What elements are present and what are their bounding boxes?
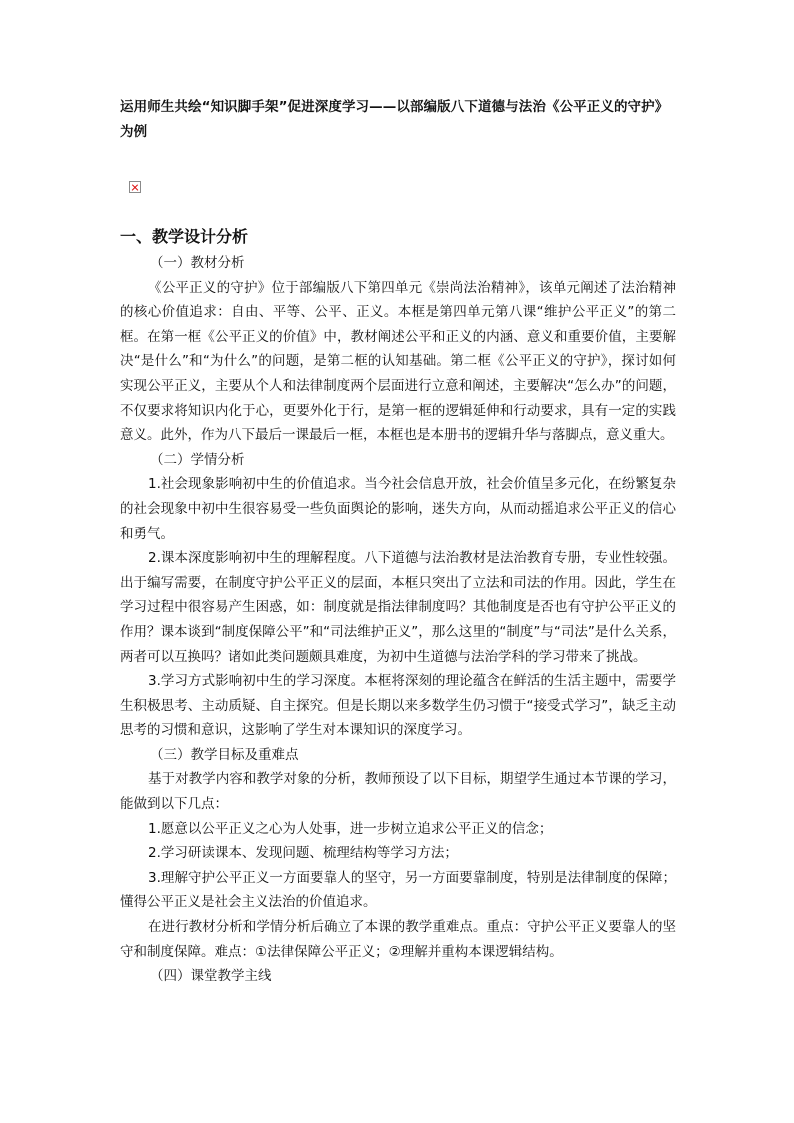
section-heading: 一、教学设计分析 <box>120 227 249 246</box>
subheading-main-line: （四）课堂教学主线 <box>150 968 272 985</box>
paragraph-goals-intro: 基于对教学内容和教学对象的分析，教师预设了以下目标，期望学生通过本节课的学习，能做到以下几点： <box>120 771 676 813</box>
paragraph-student-analysis-1: 1.社会现象影响初中生的价值追求。当今社会信息开放，社会价值呈多元化，在纷繁复杂的社会现象中初中生很容易受一些负面舆论的影响，迷失方向，从而动摇追求公平正义的信心和勇气。 <box>120 476 676 542</box>
document-body <box>120 251 676 989</box>
paragraph-student-analysis-3: 3.学习方式影响初中生的学习深度。本框将深刻的理论蕴含在鲜活的生活主题中，需要学生积极思考、主动质疑、自主探究。但是长期以来多数学生仍习惯于“接受式学习”，缺乏主动思考的习惯和意识，这影响了学生对本课知识的深度学习。 <box>120 673 676 739</box>
subheading-textbook-analysis: （一）教材分析 <box>150 255 245 271</box>
paragraph-textbook-analysis: 《公平正义的守护》位于部编版八下第四单元《崇尚法治精神》，该单元阐述了法治精神的核心价值追求：自由、平等、公平、正义。本框是第四单元第八课“维护公平正义”的第二框。在第一框《公平正义的价值》中，教材阐述公平和正义的内涵、意义和重要价值，主要解决“是什么”和“为什么”的问题，是第二框的认知基础。第二框《公平正义的守护》，探讨如何实现公平正义，主要从个人和法律制度两个层面进行立意和阐述，主要解决“怎么办”的问题，不仅要求将知识内化于心，更要外化于行，是第一框的逻辑延伸和行动要求，具有一定的实践意义。此外，作为八下最后一课最后一框，本框也是本册书的逻辑升华与落脚点，意义重大。 <box>120 279 676 444</box>
broken-image-icon <box>129 181 141 193</box>
paragraph-key-points: 在进行教材分析和学情分析后确立了本课的教学重难点。重点：守护公平正义要靠人的坚守和制度保障。难点：①法律保障公平正义；②理解并重构本课逻辑结构。 <box>120 919 676 960</box>
subheading-student-analysis: （二）学情分析 <box>150 451 245 468</box>
goal-item-3: 3.理解守护公平正义一方面要靠人的坚守，另一方面要靠制度，特别是法律制度的保障；懂得公平正义是社会主义法治的价值追求。 <box>120 869 676 911</box>
document-title: 运用师生共绘“知识脚手架”促进深度学习——以部编版八下道德与法治《公平正义的守护》为例 <box>120 99 669 140</box>
goal-item-1: 1.愿意以公平正义之心为人处事，进一步树立追求公平正义的信念； <box>148 820 553 837</box>
paragraph-student-analysis-2: 2.课本深度影响初中生的理解程度。八下道德与法治教材是法治教育专册，专业性较强。出于编写需要，在制度守护公平正义的层面，本框只突出了立法和司法的作用。因此，学生在学习过程中很容易产生困惑，如：制度就是指法律制度吗？其他制度是否也有守护公平正义的作用？课本谈到“制度保障公平”和“司法维护正义”，那么这里的“制度”与“司法”是什么关系，两者可以互换吗？诸如此类问题颇具难度，为初中生道德与法治学科的学习带来了挑战。 <box>120 550 676 665</box>
goal-item-2: 2.学习研读课本、发现问题、梳理结构等学习方法； <box>148 845 458 862</box>
subheading-teaching-goals: （三）教学目标及重难点 <box>150 746 299 763</box>
